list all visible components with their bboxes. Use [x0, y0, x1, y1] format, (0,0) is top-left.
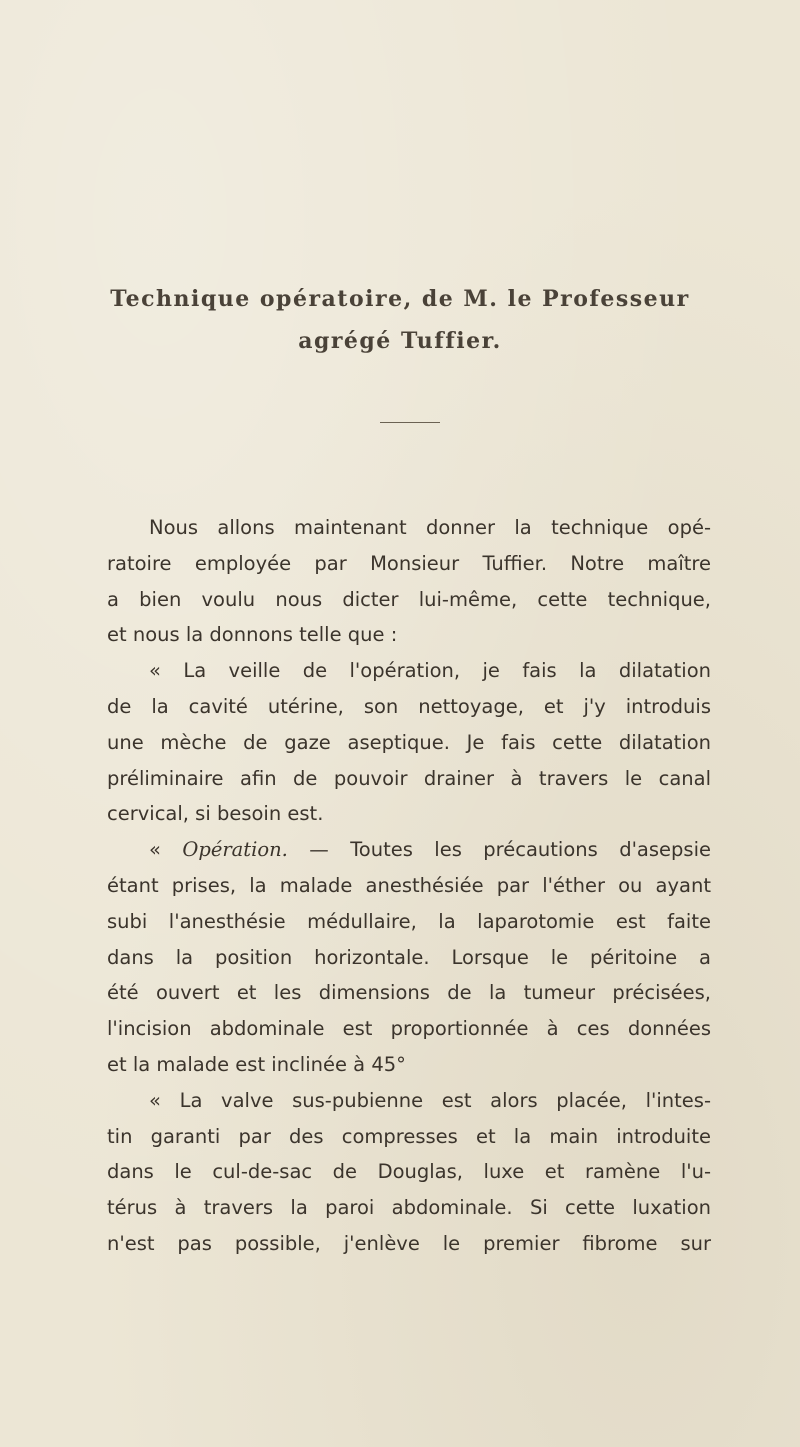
body-paragraphs [107, 510, 711, 1262]
text-line: « La veille de l'opération, je fais la dilatation [149, 659, 711, 683]
text-line: de la cavité utérine, son nettoyage, et j'y introduis [107, 694, 711, 718]
text-line: Nous allons maintenant donner la technique opé- [149, 516, 711, 539]
operation-rest: — Toutes les précautions d'asepsie [309, 838, 711, 862]
text-line: l'incision abdominale est proportionnée à ces données [107, 1017, 711, 1041]
heading-divider [380, 422, 440, 423]
text-line: ratoire employée par Monsieur Tuffier. Notre maître [107, 551, 711, 575]
text-line: « La valve sus-pubienne est alors placée, l'intes- [149, 1088, 711, 1112]
text-line: térus à travers la paroi abdominale. Si cette luxation [107, 1196, 711, 1220]
text-line: et la malade est inclinée à 45° [107, 1052, 406, 1076]
text-line: a bien voulu nous dicter lui-même, cette technique, [107, 587, 711, 611]
text-line: n'est pas possible, j'enlève le premier fibrome sur [107, 1231, 711, 1255]
text-line-operation [107, 832, 711, 868]
text-line: étant prises, la malade anesthésiée par l'éther ou ayant [107, 873, 711, 897]
text-line: préliminaire afin de pouvoir drainer à travers le canal [107, 766, 711, 790]
text-line: tin garanti par des compresses et la main introduite [107, 1124, 711, 1148]
text-line: dans le cul-de-sac de Douglas, luxe et ramène l'u- [107, 1160, 711, 1184]
text-line: une mèche de gaze aseptique. Je fais cette dilatation [107, 730, 711, 754]
operation-lead: « [149, 838, 183, 862]
section-heading-line-1: Technique opératoire, de M. le Professeur [110, 286, 690, 312]
text-line: et nous la donnons telle que : [107, 623, 398, 647]
text-line: dans la position horizontale. Lorsque le péritoine a [107, 945, 711, 969]
text-line: cervical, si besoin est. [107, 802, 324, 826]
text-line: subi l'anesthésie médullaire, la laparotomie est faite [107, 909, 711, 933]
text-line: été ouvert et les dimensions de la tumeur précisées, [107, 981, 711, 1005]
section-heading-line-2: agrégé Tuffier. [298, 328, 502, 354]
operation-label: Opération. [182, 838, 288, 862]
